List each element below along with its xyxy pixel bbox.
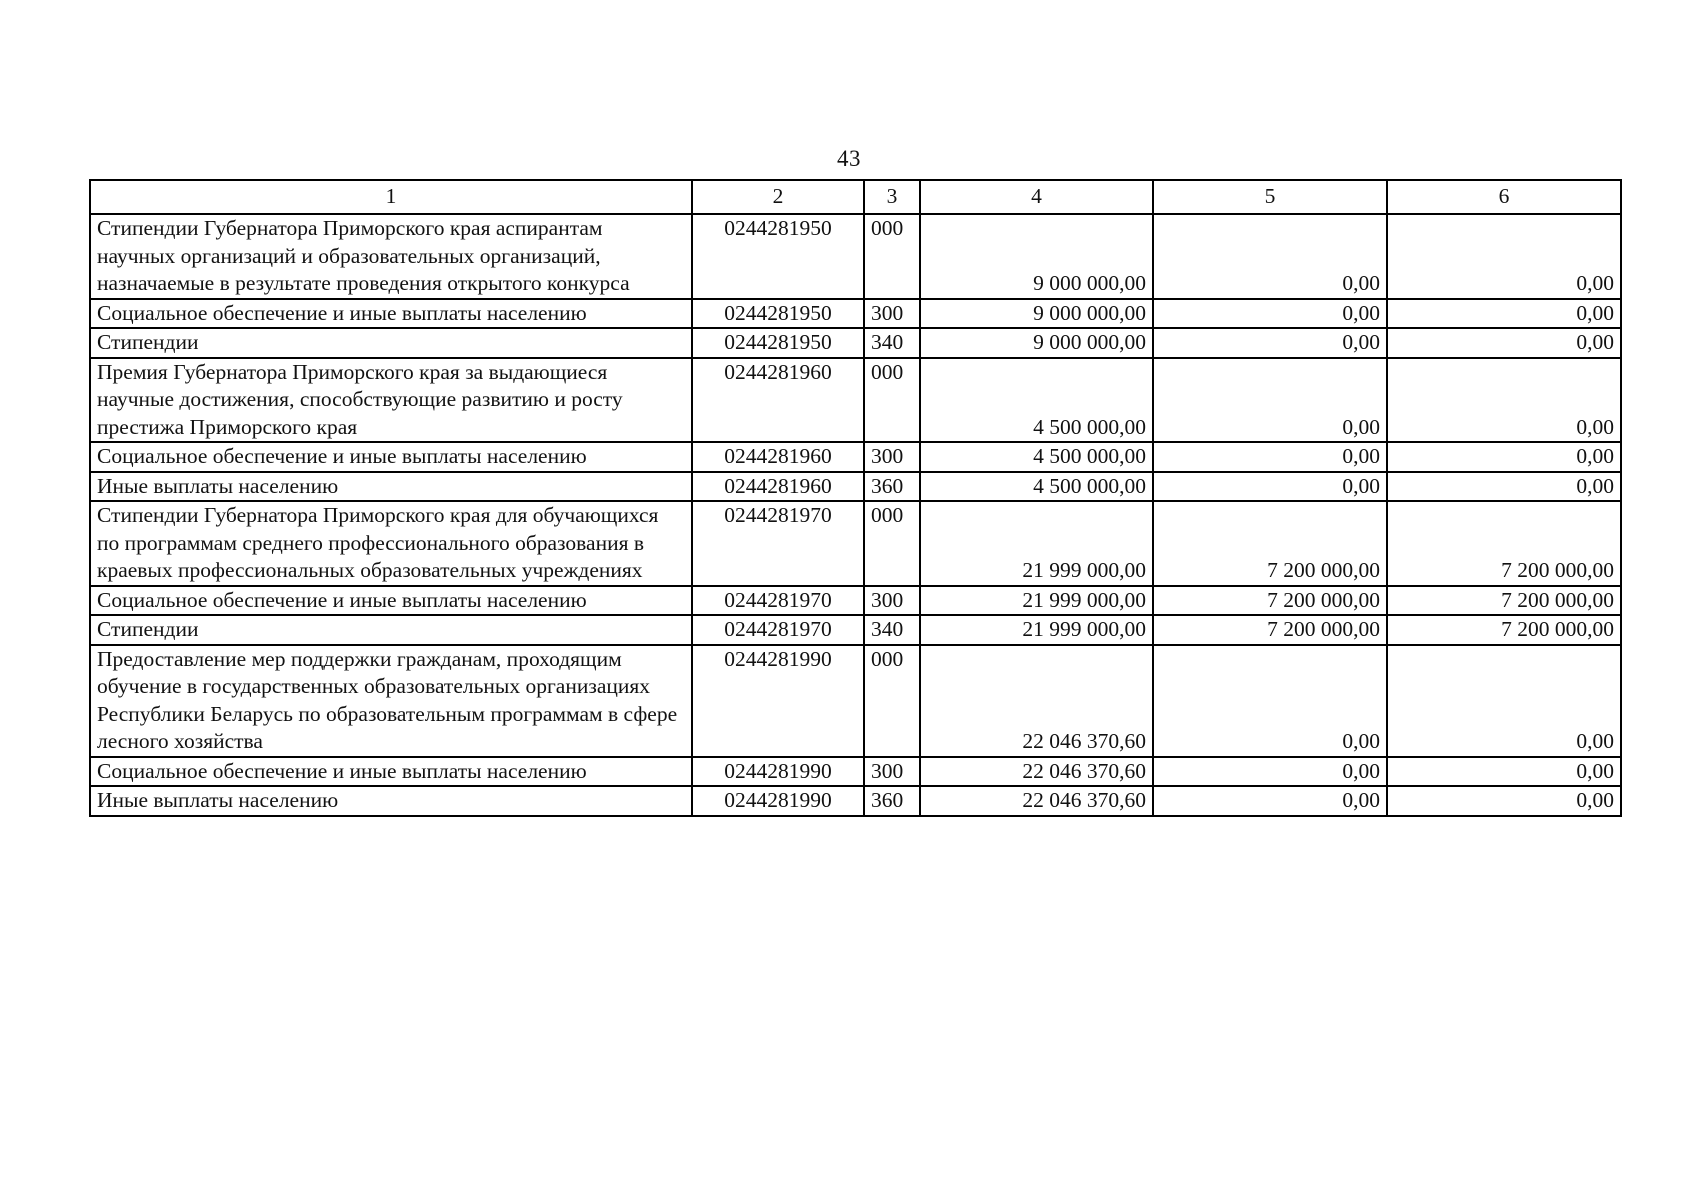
amount-col-6: 0,00 [1387,442,1621,472]
table-row [90,328,1621,358]
item-name: Социальное обеспечение и иные выплаты населению [90,299,692,329]
item-name: Премия Губернатора Приморского края за выдающиеся научные достижения, способствующие развитию и росту престижа Приморского края [90,358,692,443]
target-code: 0244281990 [692,645,864,757]
table-row [90,786,1621,816]
amount-col-6: 0,00 [1387,757,1621,787]
item-name: Иные выплаты населению [90,786,692,816]
amount-col-5: 0,00 [1153,645,1387,757]
amount-col-4: 9 000 000,00 [920,214,1153,299]
amount-col-5: 0,00 [1153,786,1387,816]
amount-col-4: 21 999 000,00 [920,586,1153,616]
amount-col-5: 0,00 [1153,472,1387,502]
amount-col-6: 0,00 [1387,786,1621,816]
column-header-4: 4 [920,180,1153,214]
amount-col-6: 7 200 000,00 [1387,501,1621,586]
amount-col-6: 7 200 000,00 [1387,586,1621,616]
table-row [90,299,1621,329]
amount-col-5: 0,00 [1153,299,1387,329]
amount-col-6: 0,00 [1387,358,1621,443]
item-name: Стипендии Губернатора Приморского края аспирантам научных организаций и образовательных организаций, назначаемые в результате проведения открытого конкурса [90,214,692,299]
table-body [90,214,1621,816]
target-code: 0244281970 [692,501,864,586]
expense-kind: 340 [864,328,920,358]
amount-col-4: 9 000 000,00 [920,299,1153,329]
expense-kind: 000 [864,501,920,586]
amount-col-6: 7 200 000,00 [1387,615,1621,645]
amount-col-5: 0,00 [1153,214,1387,299]
table-row [90,442,1621,472]
amount-col-6: 0,00 [1387,472,1621,502]
expense-kind: 000 [864,358,920,443]
amount-col-5: 0,00 [1153,757,1387,787]
table-row [90,501,1621,586]
item-name: Стипендии Губернатора Приморского края для обучающихся по программам среднего профессионального образования в краевых профессиональных образовательных учреждениях [90,501,692,586]
target-code: 0244281960 [692,472,864,502]
expense-kind: 000 [864,214,920,299]
amount-col-4: 4 500 000,00 [920,472,1153,502]
target-code: 0244281970 [692,586,864,616]
item-name: Социальное обеспечение и иные выплаты населению [90,442,692,472]
column-header-3: 3 [864,180,920,214]
target-code: 0244281960 [692,358,864,443]
budget-table [89,179,1622,817]
table-row [90,586,1621,616]
target-code: 0244281950 [692,328,864,358]
table-row [90,358,1621,443]
amount-col-4: 4 500 000,00 [920,442,1153,472]
table-row [90,757,1621,787]
expense-kind: 340 [864,615,920,645]
target-code: 0244281950 [692,214,864,299]
item-name: Социальное обеспечение и иные выплаты населению [90,586,692,616]
item-name: Социальное обеспечение и иные выплаты населению [90,757,692,787]
amount-col-6: 0,00 [1387,645,1621,757]
expense-kind: 300 [864,757,920,787]
amount-col-5: 0,00 [1153,328,1387,358]
target-code: 0244281990 [692,786,864,816]
target-code: 0244281990 [692,757,864,787]
target-code: 0244281970 [692,615,864,645]
expense-kind: 360 [864,786,920,816]
table-row [90,615,1621,645]
amount-col-4: 9 000 000,00 [920,328,1153,358]
column-header-6: 6 [1387,180,1621,214]
item-name: Стипендии [90,328,692,358]
expense-kind: 360 [864,472,920,502]
table-row [90,645,1621,757]
amount-col-6: 0,00 [1387,299,1621,329]
amount-col-5: 0,00 [1153,358,1387,443]
page-number: 43 [837,146,861,171]
amount-col-6: 0,00 [1387,328,1621,358]
amount-col-4: 4 500 000,00 [920,358,1153,443]
expense-kind: 000 [864,645,920,757]
target-code: 0244281960 [692,442,864,472]
header-row [90,180,1621,214]
expense-kind: 300 [864,586,920,616]
column-header-1: 1 [90,180,692,214]
column-header-2: 2 [692,180,864,214]
amount-col-4: 22 046 370,60 [920,757,1153,787]
amount-col-4: 21 999 000,00 [920,615,1153,645]
amount-col-5: 7 200 000,00 [1153,586,1387,616]
column-header-5: 5 [1153,180,1387,214]
item-name: Стипендии [90,615,692,645]
table-row [90,472,1621,502]
amount-col-4: 21 999 000,00 [920,501,1153,586]
expense-kind: 300 [864,299,920,329]
table-row [90,214,1621,299]
amount-col-5: 7 200 000,00 [1153,615,1387,645]
item-name: Иные выплаты населению [90,472,692,502]
item-name: Предоставление мер поддержки гражданам, проходящим обучение в государственных образовательных организациях Республики Беларусь по образовательным программам в сфере лесного хозяйства [90,645,692,757]
expense-kind: 300 [864,442,920,472]
target-code: 0244281950 [692,299,864,329]
amount-col-4: 22 046 370,60 [920,645,1153,757]
amount-col-5: 0,00 [1153,442,1387,472]
amount-col-6: 0,00 [1387,214,1621,299]
amount-col-4: 22 046 370,60 [920,786,1153,816]
amount-col-5: 7 200 000,00 [1153,501,1387,586]
